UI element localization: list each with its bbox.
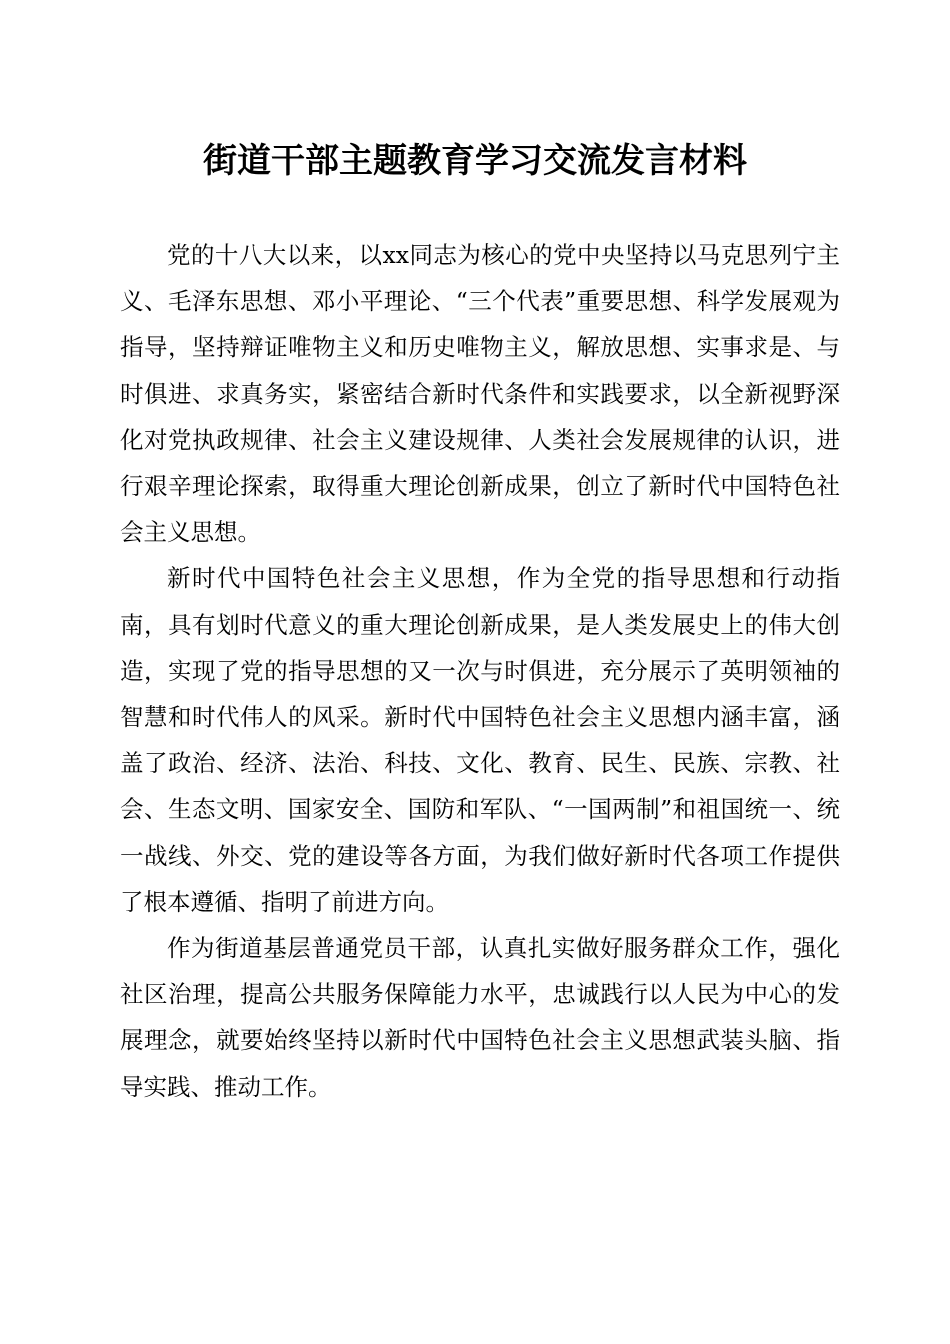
- paragraph-3: 作为街道基层普通党员干部，认真扎实做好服务群众工作，强化社区治理，提高公共服务保障能力水平，忠诚践行以人民为中心的发展理念，就要始终坚持以新时代中国特色社会主义思想武装头脑、指导实践、推动工作。: [120, 934, 840, 1101]
- document-body: [120, 232, 840, 1110]
- paragraph-1: 党的十八大以来，以xx同志为核心的党中央坚持以马克思列宁主义、毛泽东思想、邓小平理论、“三个代表”重要思想、科学发展观为指导，坚持辩证唯物主义和历史唯物主义，解放思想、实事求是、与时俱进、求真务实，紧密结合新时代条件和实践要求，以全新视野深化对党执政规律、社会主义建设规律、人类社会发展规律的认识，进行艰辛理论探索，取得重大理论创新成果，创立了新时代中国特色社会主义思想。: [120, 241, 840, 547]
- document-title: 街道干部主题教育学习交流发言材料: [203, 141, 747, 181]
- paragraph-2: 新时代中国特色社会主义思想，作为全党的指导思想和行动指南，具有划时代意义的重大理论创新成果，是人类发展史上的伟大创造，实现了党的指导思想的又一次与时俱进，充分展示了英明领袖的智慧和时代伟人的风采。新时代中国特色社会主义思想内涵丰富，涵盖了政治、经济、法治、科技、文化、教育、民生、民族、宗教、社会、生态文明、国家安全、国防和军队、“一国两制”和祖国统一、统一战线、外交、党的建设等各方面，为我们做好新时代各项工作提供了根本遵循、指明了前进方向。: [120, 564, 840, 916]
